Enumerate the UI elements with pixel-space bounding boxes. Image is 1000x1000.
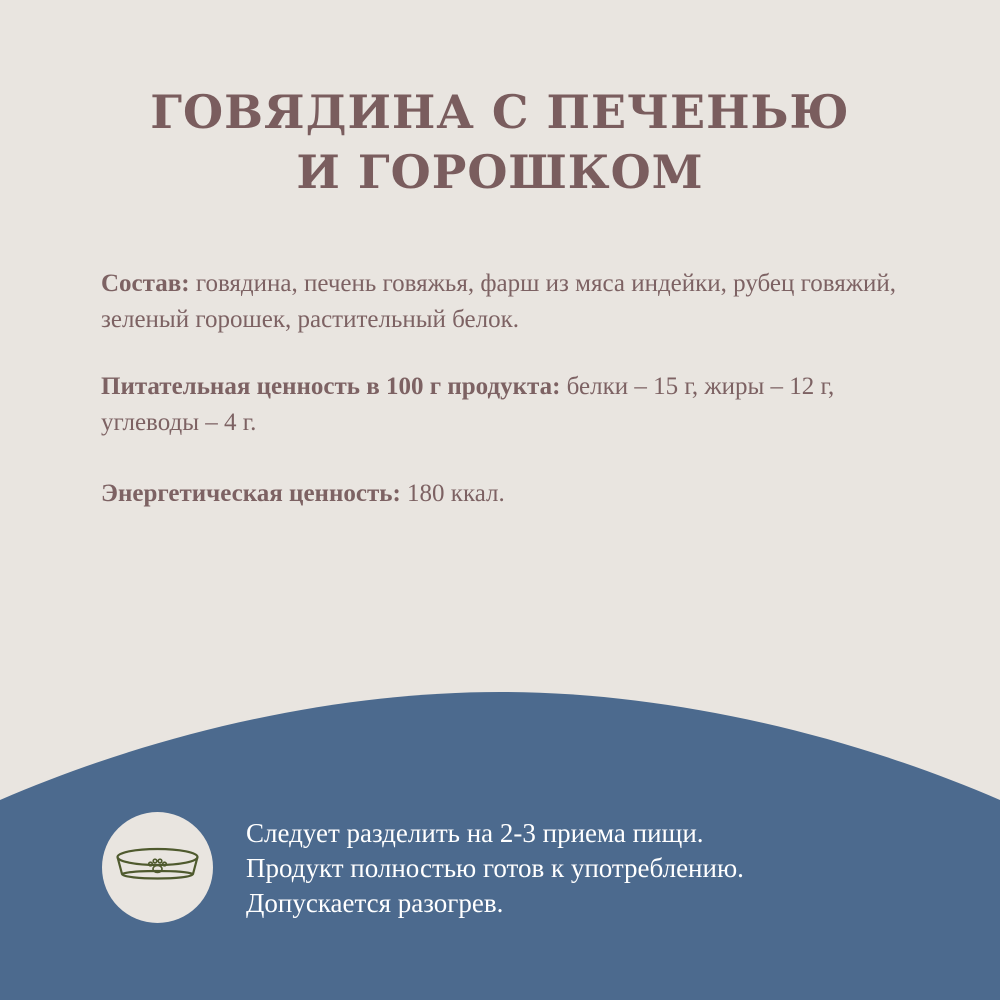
energy-value: 180 ккал. (400, 480, 505, 507)
energy-label: Энергетическая ценность: (101, 480, 401, 507)
pet-bowl-badge (102, 812, 213, 923)
pet-bowl-icon (102, 812, 213, 923)
note-line: Продукт полностью готов к употреблению. (246, 853, 744, 883)
title-line-1: ГОВЯДИНА С ПЕЧЕНЬЮ (150, 85, 850, 139)
title-line-2: И ГОРОШКОМ (296, 145, 704, 199)
serving-notes (246, 816, 966, 921)
nutrition-label: Питательная ценность в 100 г продукта: (101, 373, 561, 400)
note-line: Следует разделить на 2-3 приема пищи. (246, 818, 704, 848)
composition-label: Состав: (101, 270, 190, 297)
note-line: Допускается разогрев. (246, 888, 504, 918)
nutrition-value: белки – 15 г, жиры – 12 г, углеводы – 4 г. (101, 373, 835, 436)
composition-value: говядина, печень говяжья, фарш из мяса индейки, рубец говяжий, зеленый горошек, растительный белок. (101, 270, 897, 333)
